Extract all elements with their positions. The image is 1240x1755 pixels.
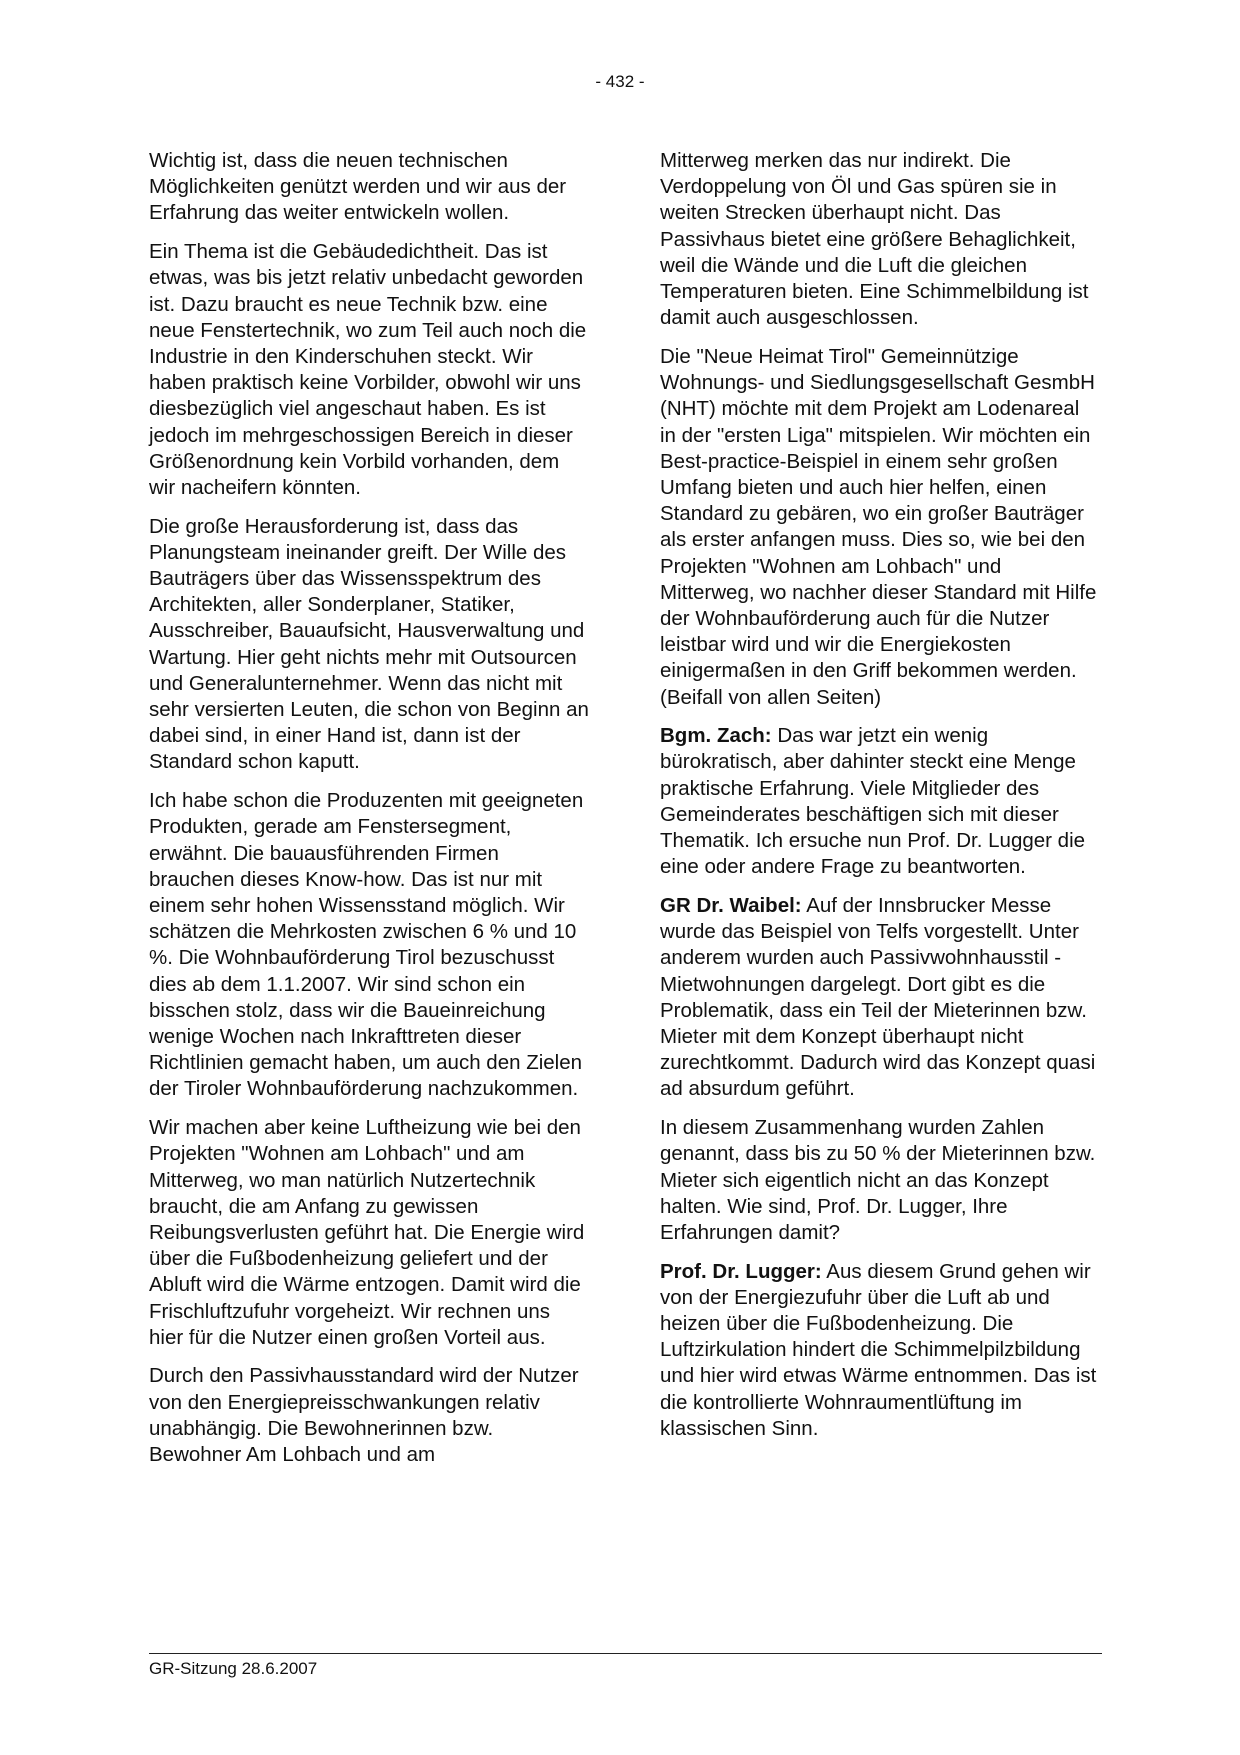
page-number: - 432 - — [595, 72, 645, 91]
right-column — [660, 148, 1100, 1455]
paragraph: Wichtig ist, dass die neuen technischen Möglichkeiten genützt werden und wir aus der Erfahrung das weiter entwickeln wollen. — [149, 149, 567, 225]
paragraph-continuation: Mitterweg merken das nur indirekt. Die Verdoppelung von Öl und Gas spüren sie in weiten Strecken überhaupt nicht. Das Passivhaus bietet eine größere Behaglichkeit, weil die Wände und die Luft die gleichen Temperaturen bieten. Eine Schimmelbildung ist damit auch ausgeschlossen. — [660, 149, 1089, 330]
footer-divider — [149, 1653, 1102, 1654]
speaker-name: GR Dr. Waibel: — [660, 893, 802, 917]
paragraph: Ich habe schon die Produzenten mit geeigneten Produkten, gerade am Fenstersegment, erwähnt. Die bauausführenden Firmen brauchen dieses Know-how. Das ist nur mit einem sehr hohen Wissensstand möglich. Wir schätzen die Mehrkosten zwischen 6 % und 10 %. Die Wohnbauförderung Tirol bezuschusst dies ab dem 1.1.2007. Wir sind schon ein bisschen stolz, dass wir die Baueinreichung wenige Wochen nach Inkrafttreten dieser Richtlinien gemacht haben, um auch den Zielen der Tiroler Wohnbauförderung nachzukommen. — [149, 789, 584, 1101]
speaker-name: Prof. Dr. Lugger: — [660, 1259, 822, 1283]
speech-waibel — [660, 893, 1100, 1103]
paragraph: Wir machen aber keine Luftheizung wie bei den Projekten "Wohnen am Lohbach" und am Mitterweg, wo man natürlich Nutzertechnik braucht, die am Anfang zu gewissen Reibungsverlusten geführt hat. Die Energie wird über die Fußbodenheizung geliefert und der Abluft wird die Wärme entzogen. Damit wird die Frischluftzufuhr vorgeheizt. Wir rechnen uns hier für die Nutzer einen großen Vorteil aus. — [149, 1116, 585, 1349]
left-column — [149, 148, 589, 1481]
paragraph: Die "Neue Heimat Tirol" Gemeinnützige Wohnungs- und Siedlungsgesellschaft GesmbH (NHT) möchte mit dem Projekt am Lodenareal in der "ersten Liga" mitspielen. Wir möchten ein Best-practice-Beispiel in einem sehr großen Umfang bieten und auch hier helfen, einen Standard zu gebären, wo ein großer Bauträger als erster anfangen muss. Dies so, wie bei den Projekten "Wohnen am Lohbach" und Mitterweg, wo nachher dieser Standard mit Hilfe der Wohnbauförderung auch für die Nutzer leistbar wird und wir die Energiekosten einigermaßen in den Griff bekommen werden. (Beifall von allen Seiten) — [660, 344, 1097, 709]
paragraph: Durch den Passivhausstandard wird der Nutzer von den Energiepreisschwankungen relativ unabhängig. Die Bewohnerinnen bzw. Bewohner Am Lohbach und am — [149, 1364, 579, 1467]
speech-lugger — [660, 1259, 1100, 1442]
paragraph: Die große Herausforderung ist, dass das Planungsteam ineinander greift. Der Wille des Bauträgers über das Wissensspektrum des Architekten, aller Sonderplaner, Statiker, Ausschreiber, Bauaufsicht, Hausverwaltung und Wartung. Hier geht nichts mehr mit Outsourcen und Generalunternehmer. Wenn das nicht mit sehr versierten Leuten, die schon von Beginn an dabei sind, in einer Hand ist, dann ist der Standard schon kaputt. — [149, 514, 589, 774]
speech-text: Auf der Innsbrucker Messe wurde das Beispiel von Telfs vorgestellt. Unter anderem wurden auch Passivwohnhausstil - Mietwohnungen dargelegt. Dort gibt es die Problematik, dass ein Teil der Mieterinnen bzw. Mieter mit dem Konzept überhaupt nicht zurechtkommt. Dadurch wird das Konzept quasi ad absurdum geführt. — [660, 893, 1096, 1101]
speech-text: Das war jetzt ein wenig bürokratisch, aber dahinter steckt eine Menge praktische Erfahrung. Viele Mitglieder des Gemeinderates beschäftigen sich mit dieser Thematik. Ich ersuche nun Prof. Dr. Lugger die eine oder andere Frage zu beantworten. — [660, 724, 1086, 879]
footer-session-date: GR-Sitzung 28.6.2007 — [149, 1659, 318, 1678]
speech-text: Aus diesem Grund gehen wir von der Energiezufuhr über die Luft ab und heizen über die Fußbodenheizung. Die Luftzirkulation hindert die Schimmelpilzbildung und hier wird etwas Wärme entnommen. Das ist die kontrollierte Wohnraumentlüftung im klassischen Sinn. — [660, 1259, 1097, 1440]
paragraph: In diesem Zusammenhang wurden Zahlen genannt, dass bis zu 50 % der Mieterinnen bzw. Mieter sich eigentlich nicht an das Konzept halten. Wie sind, Prof. Dr. Lugger, Ihre Erfahrungen damit? — [660, 1116, 1096, 1244]
speech-zach — [660, 723, 1100, 880]
speaker-name: Bgm. Zach: — [660, 724, 772, 748]
paragraph: Ein Thema ist die Gebäudedichtheit. Das ist etwas, was bis jetzt relativ unbedacht geworden ist. Dazu braucht es neue Technik bzw. eine neue Fenstertechnik, wo zum Teil auch noch die Industrie in den Kinderschuhen steckt. Wir haben praktisch keine Vorbilder, obwohl wir uns diesbezüglich viel angeschaut haben. Es ist jedoch im mehrgeschossigen Bereich in dieser Größenordnung kein Vorbild vorhanden, dem wir nacheifern könnten. — [149, 240, 587, 499]
